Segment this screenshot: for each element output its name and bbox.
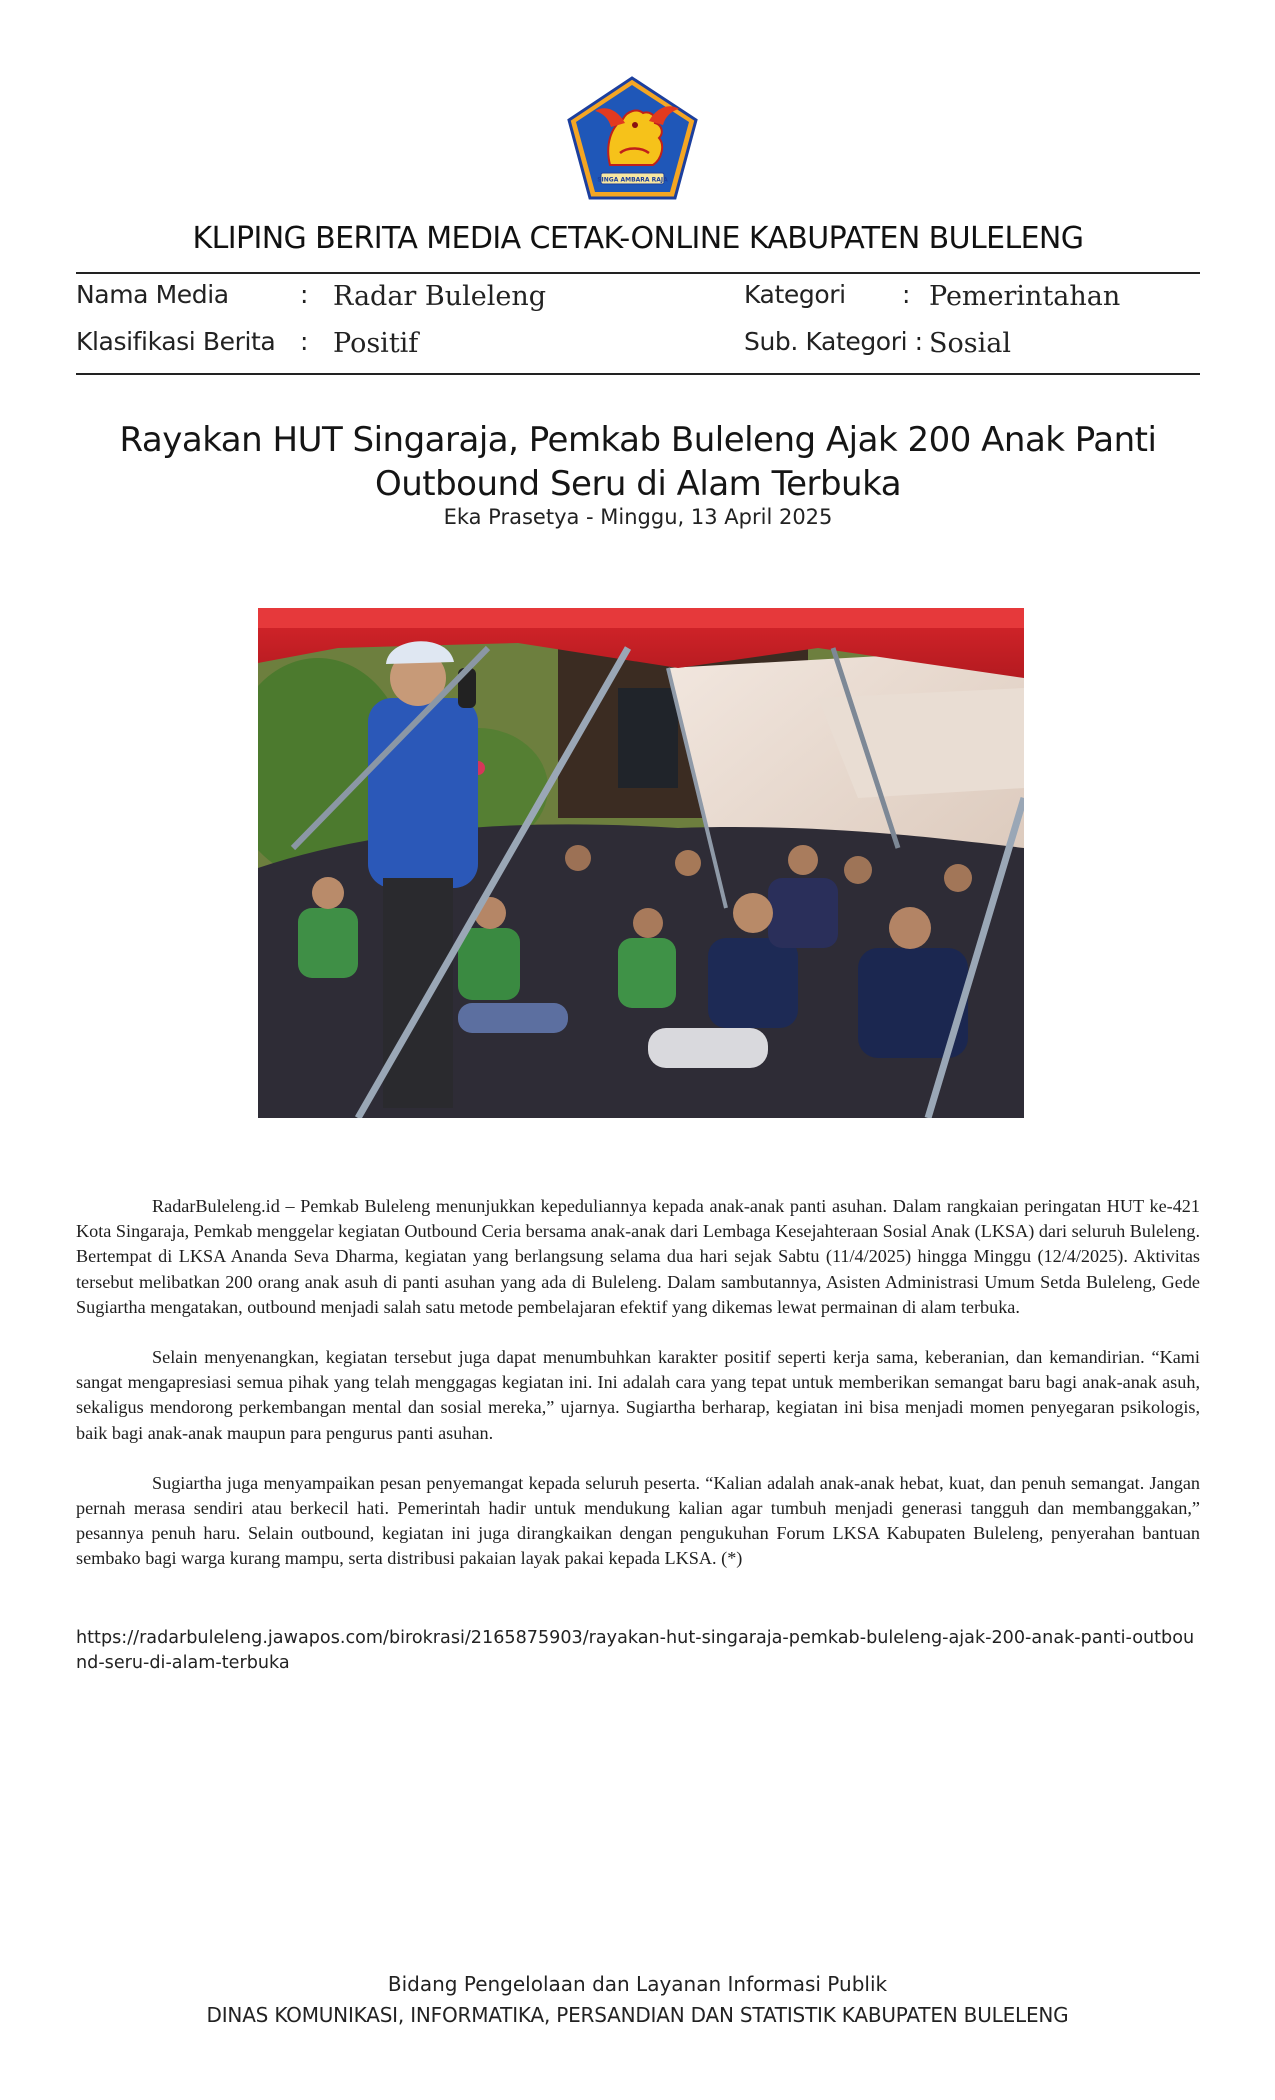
media-label: Nama Media (76, 280, 229, 309)
article-paragraph-3: Sugiartha juga menyampaikan pesan penyemangat kepada seluruh peserta. “Kalian adalah anak-anak hebat, kuat, dan penuh semangat. Jangan pernah merasa sendiri atau berkecil hati. Pemerintah hadir untuk mendukung kalian agar tumbuh menjadi generasi tangguh dan membanggakan,” pesannya penuh haru. Selain outbound, kegiatan ini juga dirangkaikan dengan pengukuhan Forum LKSA Kabupaten Buleleng, penyerahan bantuan sembako bagi warga kurang mampu, serta distribusi pakaian layak pakai kepada LKSA. (*) (76, 1472, 1200, 1569)
article-body (76, 1194, 1200, 1597)
classification-colon: : (300, 327, 309, 356)
footer-department: Bidang Pengelolaan dan Layanan Informasi Publik (387, 1972, 888, 1996)
category-colon: : (902, 280, 911, 309)
clipping-header-title: KLIPING BERITA MEDIA CETAK-ONLINE KABUPATEN BULELENG (192, 221, 1084, 256)
footer-agency: DINAS KOMUNIKASI, INFORMATIKA, PERSANDIAN DAN STATISTIK KABUPATEN BULELENG (206, 2003, 1069, 2027)
news-photo (258, 608, 1024, 1118)
article-title-line-1: Rayakan HUT Singaraja, Pemkab Buleleng Ajak 200 Anak Panti (119, 420, 1157, 460)
article-title (76, 418, 1200, 506)
media-colon: : (300, 280, 309, 309)
classification-value: Positif (333, 328, 419, 359)
source-url[interactable]: https://radarbuleleng.jawapos.com/birokrasi/2165875903/rayakan-hut-singaraja-pemkab-buleleng-ajak-200-anak-panti-outbound-seru-di-alam-terbuka (76, 1628, 1195, 1673)
media-value: Radar Buleleng (333, 281, 547, 312)
subcategory-label: Sub. Kategori : (744, 327, 923, 356)
article-paragraph-1: RadarBuleleng.id – Pemkab Buleleng menunjukkan kepeduliannya kepada anak-anak panti asuhan. Dalam rangkaian peringatan HUT ke-421 Kota Singaraja, Pemkab menggelar kegiatan Outbound Ceria bersama anak-anak dari Lembaga Kesejahteraan Sosial Anak (LKSA) dari seluruh Buleleng. Bertempat di LKSA Ananda Seva Dharma, kegiatan yang berlangsung selama dua hari sejak Sabtu (11/4/2025) hingga Minggu (12/4/2025). Aktivitas tersebut melibatkan 200 orang anak asuh di panti asuhan yang ada di Buleleng. Dalam sambutannya, Asisten Administrasi Umum Setda Buleleng, Gede Sugiartha mengatakan, outbound menjadi salah satu metode pembelajaran efektif yang dikemas lewat permainan di alam terbuka. (76, 1196, 1200, 1317)
header-divider-bottom (76, 373, 1200, 375)
category-value: Pemerintahan (929, 281, 1121, 312)
article-byline: Eka Prasetya - Minggu, 13 April 2025 (443, 505, 833, 529)
crest-motto: SINGA AMBARA RAJA (597, 176, 668, 184)
classification-label: Klasifikasi Berita (76, 327, 276, 356)
category-label: Kategori (744, 280, 846, 309)
article-paragraph-2: Selain menyenangkan, kegiatan tersebut juga dapat menumbuhkan karakter positif seperti kerja sama, keberanian, dan kemandirian. “Kami sangat mengapresiasi semua pihak yang telah menggagas kegiatan ini. Ini adalah cara yang tepat untuk memberikan semangat baru bagi anak-anak asuh, sekaligus mendorong perkembangan mental dan sosial mereka,” ujarnya. Sugiartha berharap, kegiatan ini bisa menjadi momen penyegaran psikologis, baik bagi anak-anak maupun para pengurus panti asuhan. (76, 1347, 1200, 1443)
article-title-line-2: Outbound Seru di Alam Terbuka (374, 464, 902, 504)
buleleng-crest-logo (565, 75, 700, 201)
subcategory-value: Sosial (929, 328, 1011, 359)
header-divider-top (76, 272, 1200, 274)
